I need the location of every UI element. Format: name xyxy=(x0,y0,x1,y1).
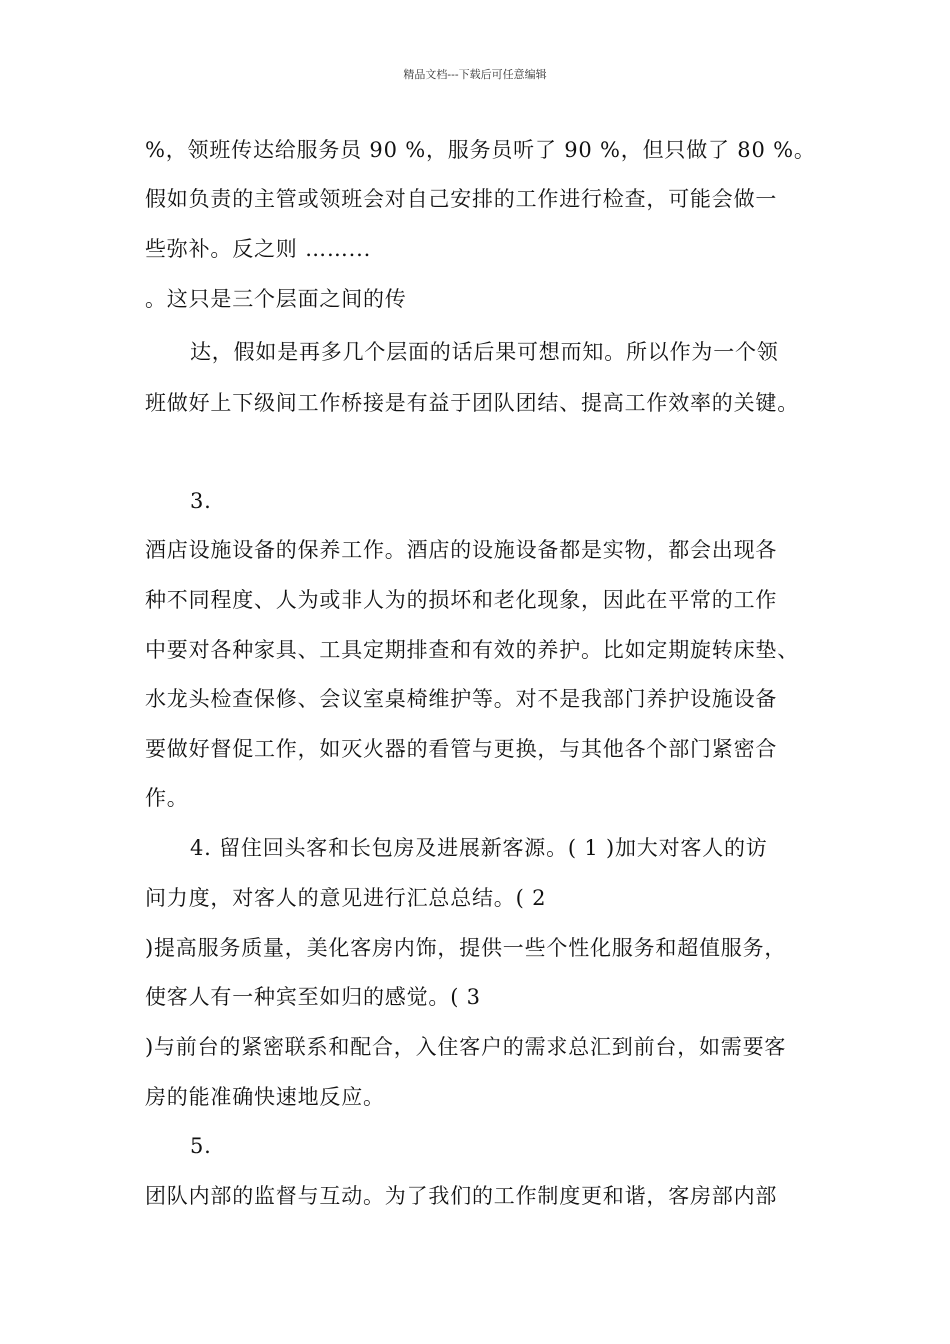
text-line: 团队内部的监督与互动。为了我们的工作制度更和谐，客房部内部 xyxy=(145,1184,778,1208)
page-header: 精品文档---下载后可任意编辑 xyxy=(403,68,547,81)
text-line: 问力度，对客人的意见进行汇总总结。( 2 xyxy=(145,886,547,910)
text-line: 水龙头检查保修、会议室桌椅维护等。对不是我部门养护设施设备 xyxy=(145,687,778,711)
text-line: 中要对各种家具、工具定期排查和有效的养护。比如定期旋转床垫、 xyxy=(145,638,799,662)
list-number: 5. xyxy=(190,1134,212,1158)
text-line: )提高服务质量，美化客房内饰，提供一些个性化服务和超值服务， xyxy=(145,936,787,960)
text-line: 种不同程度、人为或非人为的损坏和老化现象，因此在平常的工作 xyxy=(145,588,778,612)
list-number: 3. xyxy=(190,489,212,513)
text-line: 4. 留住回头客和长包房及进展新客源。( 1 )加大对客人的访 xyxy=(190,836,768,860)
text-line: 班做好上下级间工作桥接是有益于团队团结、提高工作效率的关键。 xyxy=(145,391,799,415)
text-line: 酒店设施设备的保养工作。酒店的设施设备都是实物，都会出现各 xyxy=(145,538,778,562)
text-line: 。这只是三个层面之间的传 xyxy=(145,287,407,311)
text-line: 假如负责的主管或领班会对自己安排的工作进行检查，可能会做一 xyxy=(145,187,778,211)
text-line: %，领班传达给服务员 90 %，服务员听了 90 %，但只做了 80 %。 xyxy=(145,138,816,162)
text-line: 达，假如是再多几个层面的话后果可想而知。所以作为一个领 xyxy=(190,340,779,364)
text-line: 些弥补。反之则 ……... xyxy=(145,237,372,261)
text-line: 使客人有一种宾至如归的感觉。( 3 xyxy=(145,985,481,1009)
text-line: 房的能准确快速地反应。 xyxy=(145,1085,385,1109)
text-line: )与前台的紧密联系和配合，入住客户的需求总汇到前台，如需要客 xyxy=(145,1035,787,1059)
text-line: 要做好督促工作，如灭火器的看管与更换，与其他各个部门紧密合 xyxy=(145,737,778,761)
text-line: 作。 xyxy=(145,786,189,810)
